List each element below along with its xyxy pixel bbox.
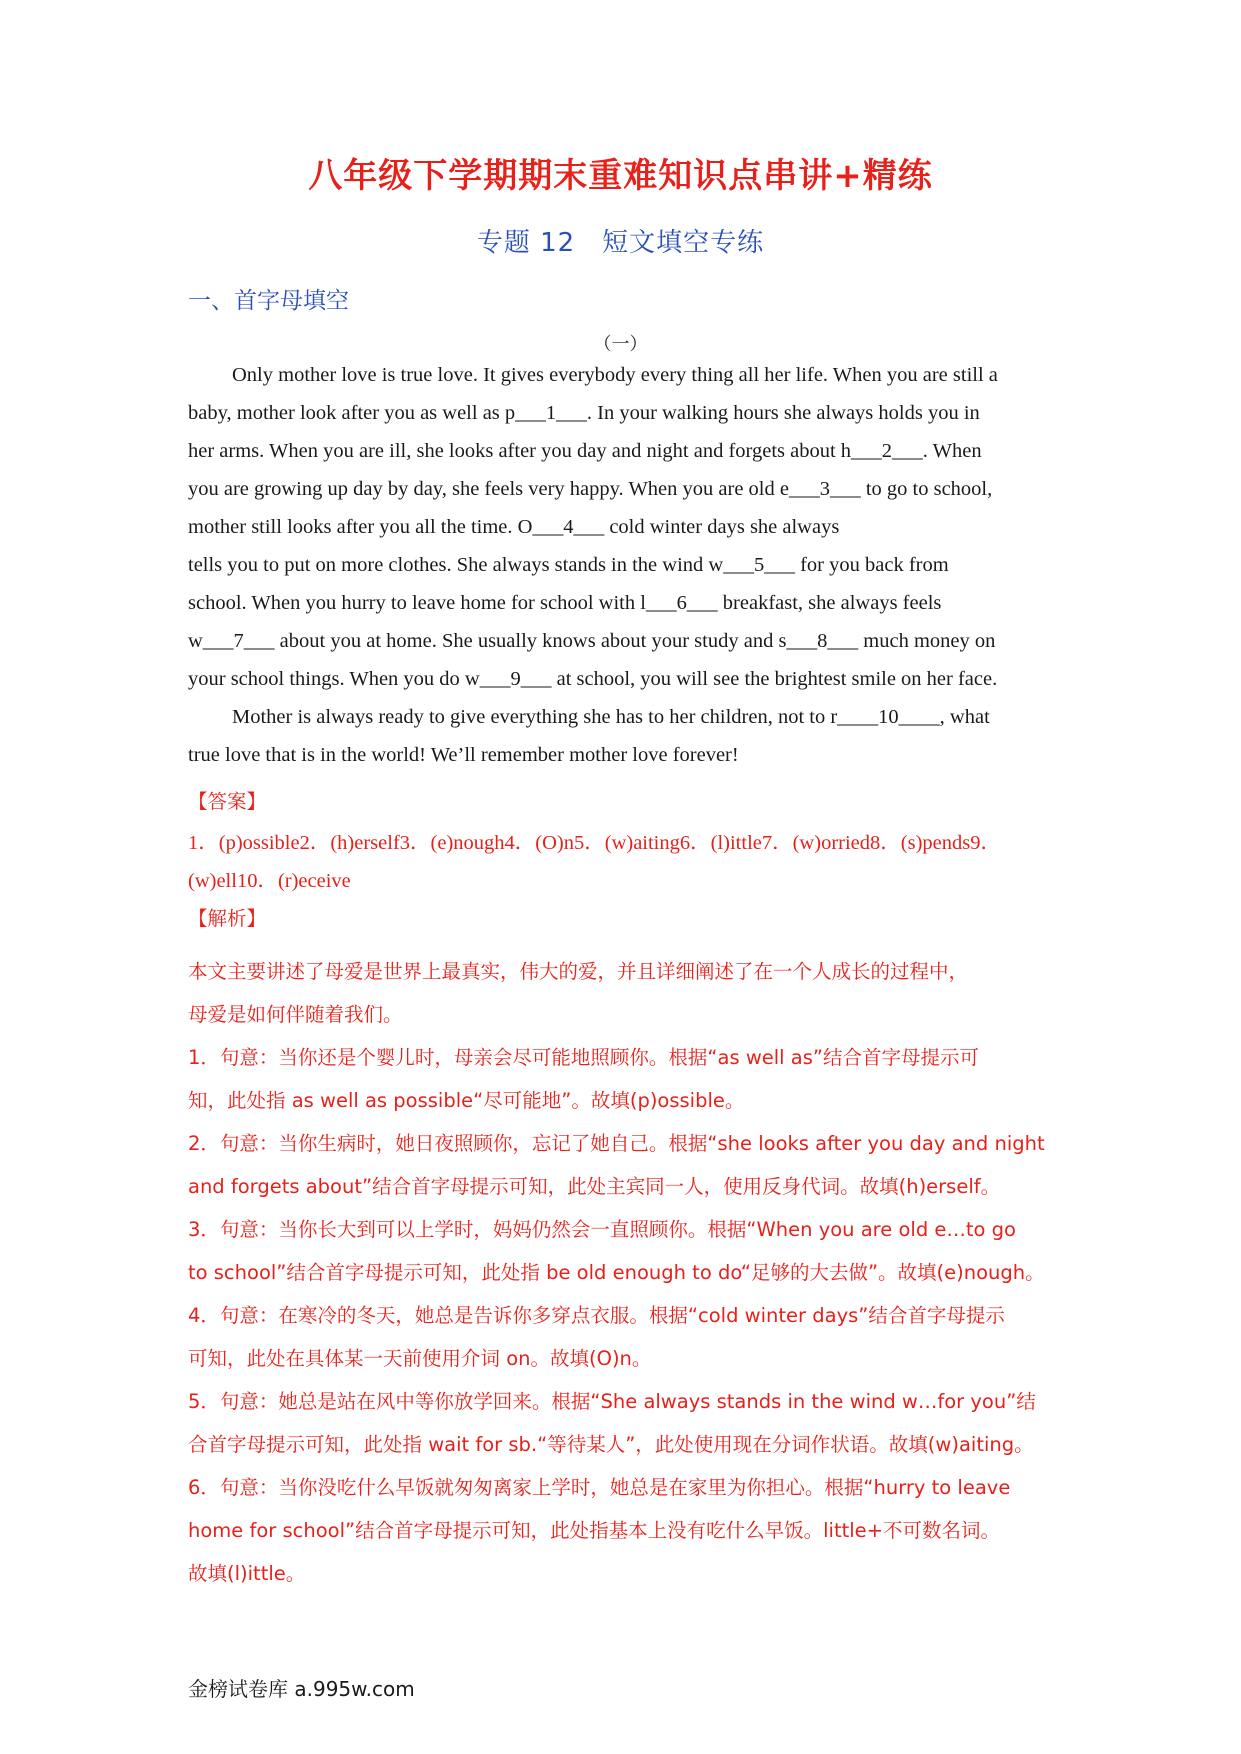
analysis-line: and forgets about”结合首字母提示可知，此处主宾同一人，使用反身代词。故填(h)erself。 [188, 1175, 1001, 1198]
page-subtitle: 专题 12 短文填空专练 [476, 228, 765, 258]
passage-number: （一） [593, 334, 648, 354]
analysis-line: 1．句意：当你还是个婴儿时，母亲会尽可能地照顾你。根据“as well as”结合首字母提示可 [188, 1046, 980, 1069]
footer-watermark: 金榜试卷库 a.995w.com [188, 1677, 415, 1701]
passage-line: tells you to put on more clothes. She always stands in the wind w___5___ for you back from [188, 554, 949, 576]
passage-line: mother still looks after you all the time. O___4___ cold winter days she always [188, 516, 840, 538]
analysis-line: 3．句意：当你长大到可以上学时，妈妈仍然会一直照顾你。根据“When you are old e…to go [188, 1218, 1016, 1241]
page-title: 八年级下学期期末重难知识点串讲+精练 [308, 156, 933, 196]
passage-line: her arms. When you are ill, she looks after you day and night and forgets about h___2___. When [188, 440, 982, 462]
passage-line: Only mother love is true love. It gives everybody every thing all her life. When you are still a [232, 364, 998, 386]
passage-line: true love that is in the world! We’ll remember mother love forever! [188, 744, 739, 766]
analysis-line: 可知，此处在具体某一天前使用介词 on。故填(O)n。 [188, 1347, 652, 1370]
analysis-line: 5．句意：她总是站在风中等你放学回来。根据“She always stands in the wind w…for you”结 [188, 1390, 1036, 1413]
answer-line: 1．(p)ossible2．(h)erself3．(e)nough4．(O)n5．(w)aiting6．(l)ittle7．(w)orried8．(s)pends9． [188, 832, 1001, 854]
analysis-line: to school”结合首字母提示可知，此处指 be old enough to do“足够的大去做”。故填(e)nough。 [188, 1261, 1045, 1284]
analysis-label: 【解析】 [188, 907, 267, 930]
analysis-line: 本文主要讲述了母爱是世界上最真实，伟大的爱，并且详细阐述了在一个人成长的过程中， [188, 960, 969, 983]
answer-block [188, 782, 1058, 940]
passage-line: you are growing up day by day, she feels very happy. When you are old e___3___ to go to school, [188, 478, 993, 500]
analysis-line: 4．句意：在寒冷的冬天，她总是告诉你多穿点衣服。根据“cold winter days”结合首字母提示 [188, 1304, 1005, 1327]
analysis-line: home for school”结合首字母提示可知，此处指基本上没有吃什么早饭。little+不可数名词。 [188, 1519, 1000, 1542]
analysis-line: 故填(l)ittle。 [188, 1562, 306, 1585]
analysis-line: 2．句意：当你生病时，她日夜照顾你，忘记了她自己。根据“she looks after you day and night [188, 1132, 1045, 1155]
analysis-line: 知，此处指 as well as possible“尽可能地”。故填(p)ossible。 [188, 1089, 745, 1112]
answer-line: (w)ell10．(r)eceive [188, 870, 351, 892]
passage-text [188, 356, 1058, 774]
analysis-line: 母爱是如何伴随着我们。 [188, 1003, 403, 1026]
passage-line: Mother is always ready to give everything she has to her children, not to r____10____, what [232, 706, 990, 728]
passage-line: your school things. When you do w___9___ at school, you will see the brightest smile on her face. [188, 668, 998, 690]
analysis-line: 合首字母提示可知，此处指 wait for sb.“等待某人”，此处使用现在分词作状语。故填(w)aiting。 [188, 1433, 1034, 1456]
section-heading: 一、首字母填空 [188, 288, 349, 314]
passage-line: school. When you hurry to leave home for school with l___6___ breakfast, she always feels [188, 592, 942, 614]
analysis-block [188, 950, 1058, 1595]
passage-line: baby, mother look after you as well as p___1___. In your walking hours she always holds you in [188, 402, 980, 424]
passage-line: w___7___ about you at home. She usually knows about your study and s___8___ much money on [188, 630, 996, 652]
answer-label: 【答案】 [188, 790, 267, 813]
analysis-line: 6．句意：当你没吃什么早饭就匆匆离家上学时，她总是在家里为你担心。根据“hurry to leave [188, 1476, 1011, 1499]
